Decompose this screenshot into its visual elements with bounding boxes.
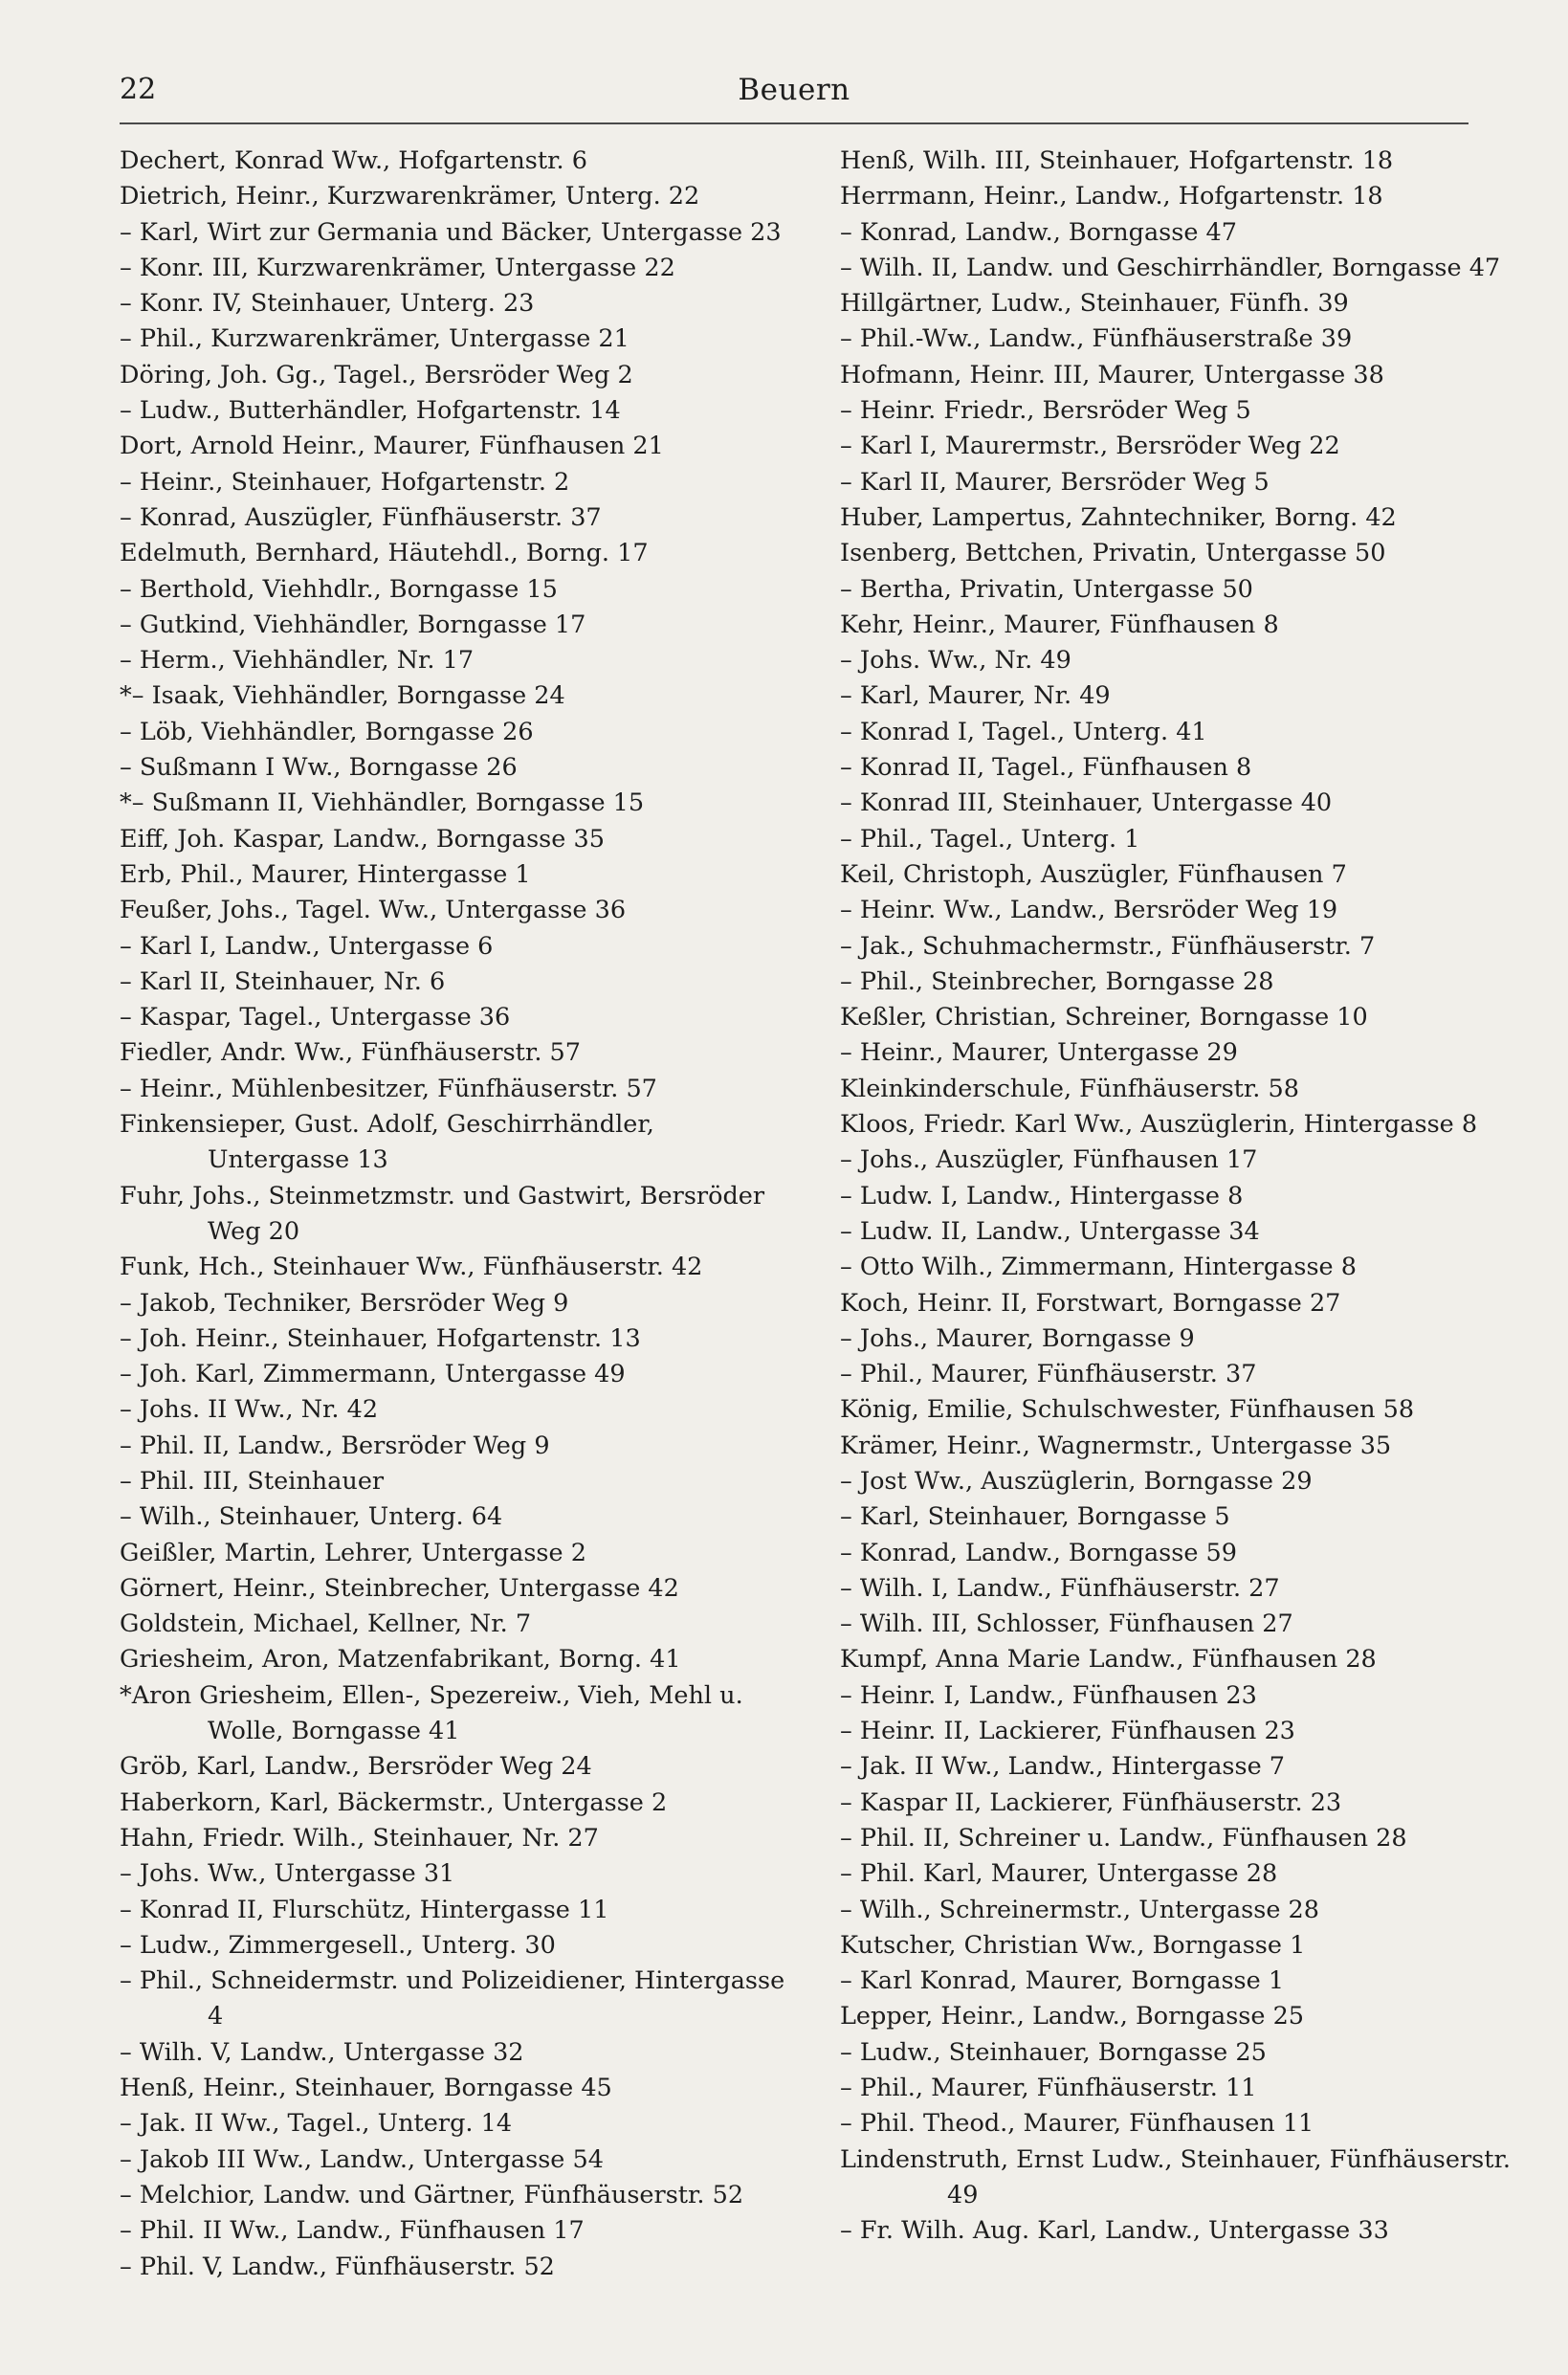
- directory-entry: Hillgärtner, Ludw., Steinhauer, Fünfh. 39: [840, 289, 1349, 319]
- directory-entry: Erb, Phil., Maurer, Hintergasse 1: [120, 859, 531, 889]
- directory-entry: – Konrad II, Flurschütz, Hintergasse 11: [120, 1895, 609, 1924]
- directory-entry: *– Isaak, Viehhändler, Borngasse 24: [120, 681, 565, 711]
- directory-entry: – Karl II, Steinhauer, Nr. 6: [120, 966, 446, 996]
- directory-entry: Finkensieper, Gust. Adolf, Geschirrhändler, Untergasse 13: [120, 1110, 654, 1175]
- directory-entry: – Karl II, Maurer, Bersröder Weg 5: [840, 467, 1270, 497]
- directory-entry: – Wilh. V, Landw., Untergasse 32: [120, 2037, 524, 2067]
- directory-entry: – Bertha, Privatin, Untergasse 50: [840, 574, 1253, 604]
- directory-entry: – Phil., Maurer, Fünfhäuserstr. 11: [840, 2074, 1257, 2103]
- directory-entry: – Heinr. I, Landw., Fünfhausen 23: [840, 1680, 1257, 1710]
- directory-entry: Döring, Joh. Gg., Tagel., Bersröder Weg 2: [120, 360, 633, 389]
- directory-entry: – Wilh., Steinhauer, Unterg. 64: [120, 1502, 503, 1532]
- directory-entry: Herrmann, Heinr., Landw., Hofgartenstr. 18: [840, 182, 1383, 211]
- directory-entry: – Berthold, Viehhdlr., Borngasse 15: [120, 574, 558, 604]
- directory-entry: Geißler, Martin, Lehrer, Untergasse 2: [120, 1538, 586, 1567]
- directory-entry: – Karl, Steinhauer, Borngasse 5: [840, 1502, 1230, 1532]
- right-column: [840, 144, 1514, 2250]
- directory-entry: Krämer, Heinr., Wagnermstr., Untergasse 35: [840, 1431, 1392, 1460]
- directory-entry: – Konrad, Auszügler, Fünfhäuserstr. 37: [120, 502, 602, 532]
- directory-entry: – Ludw., Steinhauer, Borngasse 25: [840, 2037, 1267, 2067]
- directory-entry: Huber, Lampertus, Zahntechniker, Borng. 42: [840, 502, 1397, 532]
- directory-entry: Goldstein, Michael, Kellner, Nr. 7: [120, 1609, 532, 1639]
- directory-entry: Fuhr, Johs., Steinmetzmstr. und Gastwirt, Bersröder Weg 20: [120, 1181, 765, 1246]
- running-title: Beuern: [738, 73, 850, 107]
- directory-entry: – Kaspar II, Lackierer, Fünfhäuserstr. 23: [840, 1787, 1342, 1817]
- directory-entry: – Gutkind, Viehhändler, Borngasse 17: [120, 610, 586, 639]
- directory-entry: – Karl, Wirt zur Germania und Bäcker, Untergasse 23: [120, 217, 782, 247]
- directory-entry: Edelmuth, Bernhard, Häutehdl., Borng. 17: [120, 539, 649, 568]
- directory-entry: – Fr. Wilh. Aug. Karl, Landw., Untergasse 33: [840, 2216, 1389, 2246]
- directory-entry: – Konrad, Landw., Borngasse 59: [840, 1538, 1237, 1567]
- directory-entry: Hofmann, Heinr. III, Maurer, Untergasse 38: [840, 360, 1384, 389]
- directory-entry: Henß, Wilh. III, Steinhauer, Hofgartenstr. 18: [840, 146, 1394, 175]
- directory-entry: – Sußmann I Ww., Borngasse 26: [120, 753, 518, 783]
- directory-entry: Isenberg, Bettchen, Privatin, Untergasse 50: [840, 539, 1386, 568]
- directory-entry: Kutscher, Christian Ww., Borngasse 1: [840, 1930, 1306, 1960]
- directory-entry: Gröb, Karl, Landw., Bersröder Weg 24: [120, 1752, 592, 1782]
- directory-entry: – Wilh. II, Landw. und Geschirrhändler, Borngasse 47: [840, 253, 1501, 282]
- directory-entry: – Löb, Viehhändler, Borngasse 26: [120, 717, 534, 746]
- page-header: [120, 69, 1469, 111]
- directory-entry: – Karl Konrad, Maurer, Borngasse 1: [840, 1966, 1285, 1996]
- directory-entry: – Karl, Maurer, Nr. 49: [840, 681, 1111, 711]
- directory-entry: – Konrad, Landw., Borngasse 47: [840, 217, 1237, 247]
- directory-entry: – Phil. II Ww., Landw., Fünfhausen 17: [120, 2216, 585, 2246]
- directory-entry: Griesheim, Aron, Matzenfabrikant, Borng. 41: [120, 1645, 681, 1675]
- directory-entry: Dietrich, Heinr., Kurzwarenkrämer, Unterg. 22: [120, 182, 700, 211]
- directory-entry: – Jak. II Ww., Landw., Hintergasse 7: [840, 1752, 1285, 1782]
- directory-entry: – Jakob, Techniker, Bersröder Weg 9: [120, 1288, 569, 1318]
- directory-entry: – Heinr., Steinhauer, Hofgartenstr. 2: [120, 467, 570, 497]
- directory-entry: – Jost Ww., Auszüglerin, Borngasse 29: [840, 1466, 1313, 1496]
- directory-entry: Kehr, Heinr., Maurer, Fünfhausen 8: [840, 610, 1279, 639]
- directory-entry: – Konr. IV, Steinhauer, Unterg. 23: [120, 289, 535, 319]
- directory-entry: Fiedler, Andr. Ww., Fünfhäuserstr. 57: [120, 1038, 581, 1068]
- directory-entry: Görnert, Heinr., Steinbrecher, Untergasse 42: [120, 1573, 679, 1603]
- directory-entry: – Konrad II, Tagel., Fünfhausen 8: [840, 753, 1252, 783]
- directory-entry: – Johs. Ww., Untergasse 31: [120, 1859, 455, 1889]
- directory-entry: – Johs., Maurer, Borngasse 9: [840, 1323, 1195, 1353]
- directory-entry: – Konr. III, Kurzwarenkrämer, Untergasse 22: [120, 253, 675, 282]
- directory-entry: – Wilh. III, Schlosser, Fünfhausen 27: [840, 1609, 1293, 1639]
- directory-entry: – Phil., Kurzwarenkrämer, Untergasse 21: [120, 324, 629, 354]
- directory-entry: – Phil. II, Landw., Bersröder Weg 9: [120, 1431, 550, 1460]
- directory-entry: *Aron Griesheim, Ellen-, Spezereiw., Vieh, Mehl u. Wolle, Borngasse 41: [120, 1680, 743, 1746]
- directory-entry: – Ludw., Butterhändler, Hofgartenstr. 14: [120, 396, 621, 426]
- directory-entry: – Konrad I, Tagel., Unterg. 41: [840, 717, 1207, 746]
- directory-entry: – Phil., Tagel., Unterg. 1: [840, 824, 1140, 854]
- directory-entry: – Phil. III, Steinhauer: [120, 1466, 385, 1496]
- directory-entry: – Phil., Schneidermstr. und Polizeidiener, Hintergasse 4: [120, 1966, 785, 2031]
- directory-entry: – Johs. II Ww., Nr. 42: [120, 1395, 379, 1425]
- directory-entry: – Phil. Theod., Maurer, Fünfhausen 11: [840, 2109, 1314, 2139]
- directory-entry: – Johs. Ww., Nr. 49: [840, 646, 1071, 676]
- directory-entry: – Ludw. II, Landw., Untergasse 34: [840, 1216, 1260, 1246]
- directory-entry: Keßler, Christian, Schreiner, Borngasse 10: [840, 1003, 1368, 1032]
- directory-entry: – Joh. Karl, Zimmermann, Untergasse 49: [120, 1360, 626, 1389]
- directory-entry: – Heinr. Ww., Landw., Bersröder Weg 19: [840, 896, 1338, 925]
- header-rule: [120, 122, 1469, 124]
- directory-entry: Henß, Heinr., Steinhauer, Borngasse 45: [120, 2074, 612, 2103]
- directory-entry: Feußer, Johs., Tagel. Ww., Untergasse 36: [120, 896, 627, 925]
- directory-entry: – Heinr., Maurer, Untergasse 29: [840, 1038, 1238, 1068]
- directory-entry: Dechert, Konrad Ww., Hofgartenstr. 6: [120, 146, 587, 175]
- directory-entry: Lepper, Heinr., Landw., Borngasse 25: [840, 2002, 1305, 2031]
- directory-entry: Eiff, Joh. Kaspar, Landw., Borngasse 35: [120, 824, 605, 854]
- directory-entry: – Phil., Steinbrecher, Borngasse 28: [840, 966, 1274, 996]
- directory-entry: – Heinr. II, Lackierer, Fünfhausen 23: [840, 1717, 1295, 1746]
- directory-entry: – Karl I, Maurermstr., Bersröder Weg 22: [840, 432, 1340, 461]
- directory-entry: – Herm., Viehhändler, Nr. 17: [120, 646, 475, 676]
- directory-entry: – Ludw. I, Landw., Hintergasse 8: [840, 1181, 1244, 1210]
- directory-entry: – Konrad III, Steinhauer, Untergasse 40: [840, 788, 1333, 818]
- directory-entry: – Karl I, Landw., Untergasse 6: [120, 931, 494, 961]
- directory-entry: – Heinr., Mühlenbesitzer, Fünfhäuserstr. 57: [120, 1074, 657, 1103]
- directory-entry: Kleinkinderschule, Fünfhäuserstr. 58: [840, 1074, 1299, 1103]
- directory-entry: – Jak. II Ww., Tagel., Unterg. 14: [120, 2109, 513, 2139]
- directory-entry: – Joh. Heinr., Steinhauer, Hofgartenstr. 13: [120, 1323, 641, 1353]
- directory-entry: Haberkorn, Karl, Bäckermstr., Untergasse 2: [120, 1787, 668, 1817]
- left-column: [120, 144, 789, 2285]
- directory-entry: – Phil. Karl, Maurer, Untergasse 28: [840, 1859, 1278, 1889]
- directory-entry: – Heinr. Friedr., Bersröder Weg 5: [840, 396, 1251, 426]
- directory-entry: – Wilh., Schreinermstr., Untergasse 28: [840, 1895, 1319, 1924]
- directory-entry: Funk, Hch., Steinhauer Ww., Fünfhäuserstr. 42: [120, 1253, 703, 1282]
- directory-entry: – Johs., Auszügler, Fünfhausen 17: [840, 1145, 1258, 1175]
- directory-entry: – Otto Wilh., Zimmermann, Hintergasse 8: [840, 1253, 1357, 1282]
- directory-entry: – Kaspar, Tagel., Untergasse 36: [120, 1003, 511, 1032]
- directory-entry: Keil, Christoph, Auszügler, Fünfhausen 7: [840, 859, 1347, 889]
- directory-entry: Lindenstruth, Ernst Ludw., Steinhauer, Fünfhäuserstr. 49: [840, 2144, 1511, 2209]
- directory-entry: – Phil.-Ww., Landw., Fünfhäuserstraße 39: [840, 324, 1353, 354]
- directory-entry: König, Emilie, Schulschwester, Fünfhausen 58: [840, 1395, 1415, 1425]
- directory-entry: Hahn, Friedr. Wilh., Steinhauer, Nr. 27: [120, 1823, 599, 1853]
- directory-entry: – Jakob III Ww., Landw., Untergasse 54: [120, 2144, 604, 2174]
- directory-entry: Dort, Arnold Heinr., Maurer, Fünfhausen 21: [120, 432, 664, 461]
- directory-entry: – Phil. V, Landw., Fünfhäuserstr. 52: [120, 2252, 555, 2281]
- directory-entry: Koch, Heinr. II, Forstwart, Borngasse 27: [840, 1288, 1341, 1318]
- directory-entry: – Jak., Schuhmachermstr., Fünfhäuserstr. 7: [840, 931, 1376, 961]
- directory-entry: *– Sußmann II, Viehhändler, Borngasse 15: [120, 788, 645, 818]
- directory-entry: – Phil., Maurer, Fünfhäuserstr. 37: [840, 1360, 1257, 1389]
- directory-entry: – Ludw., Zimmergesell., Unterg. 30: [120, 1930, 556, 1960]
- directory-entry: – Melchior, Landw. und Gärtner, Fünfhäuserstr. 52: [120, 2180, 744, 2209]
- directory-entry: Kloos, Friedr. Karl Ww., Auszüglerin, Hintergasse 8: [840, 1110, 1478, 1140]
- directory-entry: Kumpf, Anna Marie Landw., Fünfhausen 28: [840, 1645, 1377, 1675]
- directory-entry: – Wilh. I, Landw., Fünfhäuserstr. 27: [840, 1573, 1280, 1603]
- page-number: 22: [120, 73, 157, 106]
- directory-entry: – Phil. II, Schreiner u. Landw., Fünfhausen 28: [840, 1823, 1407, 1853]
